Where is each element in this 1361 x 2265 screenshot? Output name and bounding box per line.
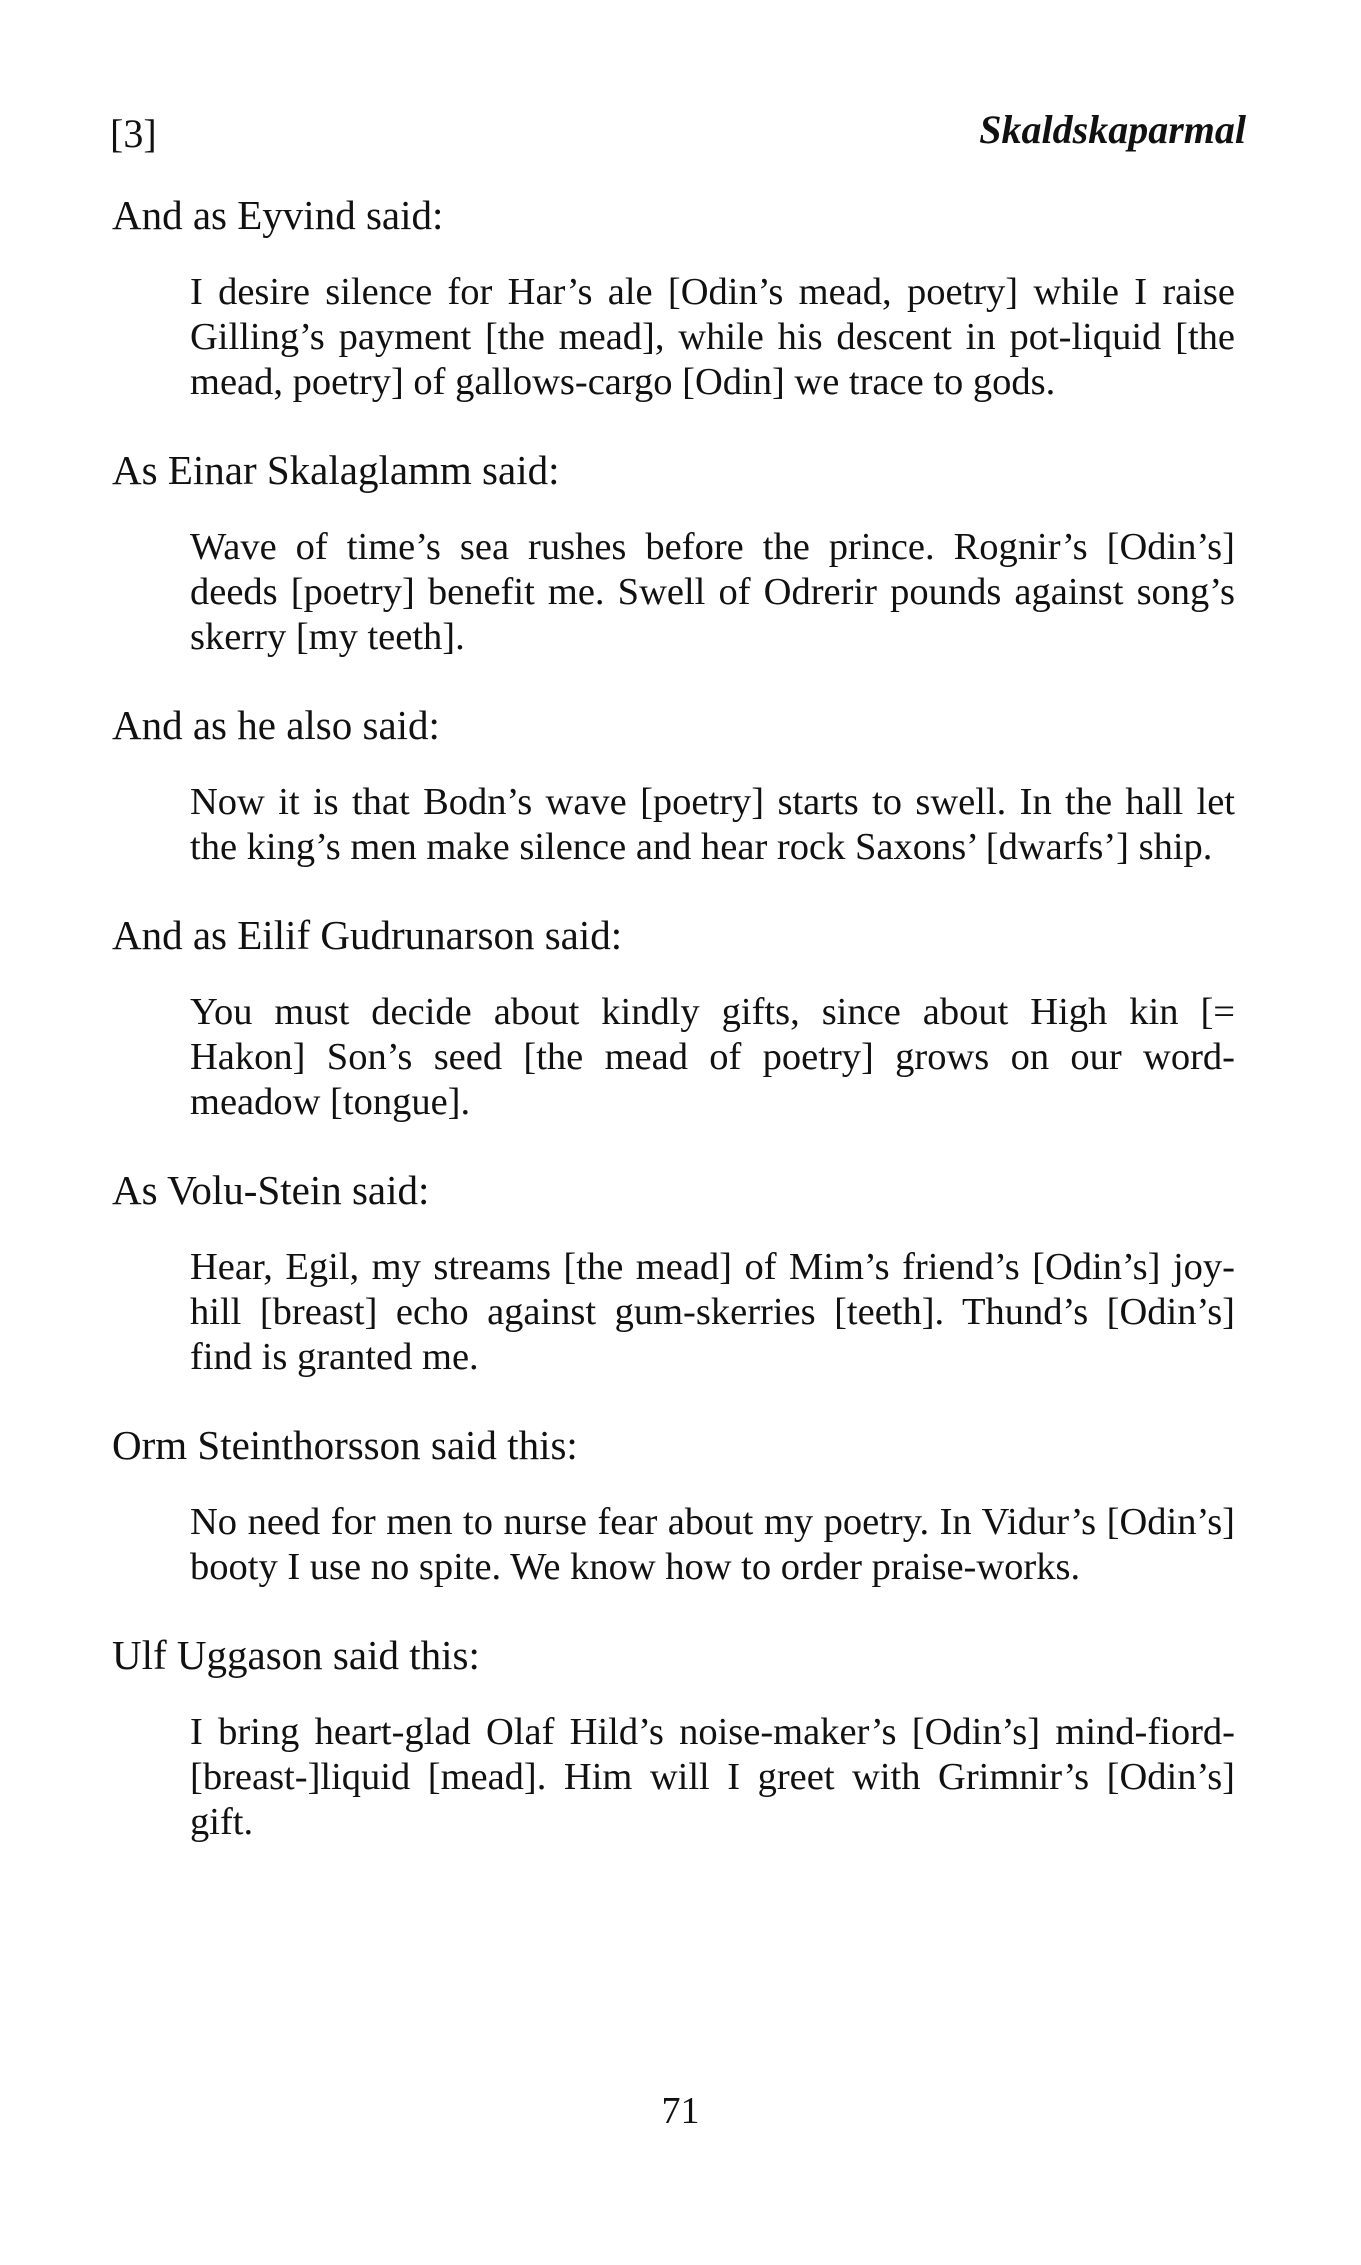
passage-intro: And as Eilif Gudrunarson said: (112, 912, 623, 958)
passage-intro: And as he also said: (112, 702, 440, 748)
passage-intro: As Einar Skalaglamm said: (112, 447, 560, 493)
passage-quote: No need for men to nurse fear about my poetry. In Vidur’s [Odin’s] booty I use no spite. We know how to order praise-works. (190, 1501, 1235, 1588)
passage-intro: And as Eyvind said: (112, 192, 444, 238)
passage (112, 445, 1242, 660)
passage (112, 1165, 1242, 1380)
passage (112, 910, 1242, 1125)
passage-quote: Now it is that Bodn’s wave [poetry] starts to swell. In the hall let the king’s men make silence and hear rock Saxons’ [dwarfs’] ship. (190, 781, 1235, 868)
passage (112, 190, 1242, 405)
passage-intro: As Volu-Stein said: (112, 1167, 430, 1213)
passage-intro: Ulf Uggason said this: (112, 1632, 480, 1678)
passage (112, 1630, 1242, 1845)
passage (112, 1420, 1242, 1590)
passage (112, 700, 1242, 870)
passage-quote: I bring heart-glad Olaf Hild’s noise-maker’s [Odin’s] mind-fiord-[breast-]liquid [mead]. Him will I greet with Grimnir’s [Odin’s] gift. (190, 1711, 1235, 1843)
passage-intro: Orm Steinthorsson said this: (112, 1422, 578, 1468)
running-title: Skaldskaparmal (979, 107, 1246, 152)
page-number: 71 (661, 2090, 700, 2132)
section-number: [3] (110, 111, 157, 156)
passage-quote: I desire silence for Har’s ale [Odin’s mead, poetry] while I raise Gilling’s payment [the mead], while his descent in pot-liquid [the mead, poetry] of gallows-cargo [Odin] we trace to gods. (190, 271, 1235, 403)
passage-quote: You must decide about kindly gifts, since about High kin [= Hakon] Son’s seed [the mead of poetry] grows on our word-meadow [tongue]. (190, 991, 1235, 1123)
passage-quote: Hear, Egil, my streams [the mead] of Mim’s friend’s [Odin’s] joy-hill [breast] echo against gum-skerries [teeth]. Thund’s [Odin’s] find is granted me. (190, 1246, 1235, 1378)
passage-quote: Wave of time’s sea rushes before the prince. Rognir’s [Odin’s] deeds [poetry] benefit me. Swell of Odrerir pounds against song’s skerry [my teeth]. (190, 526, 1235, 658)
page-body (112, 190, 1242, 1885)
